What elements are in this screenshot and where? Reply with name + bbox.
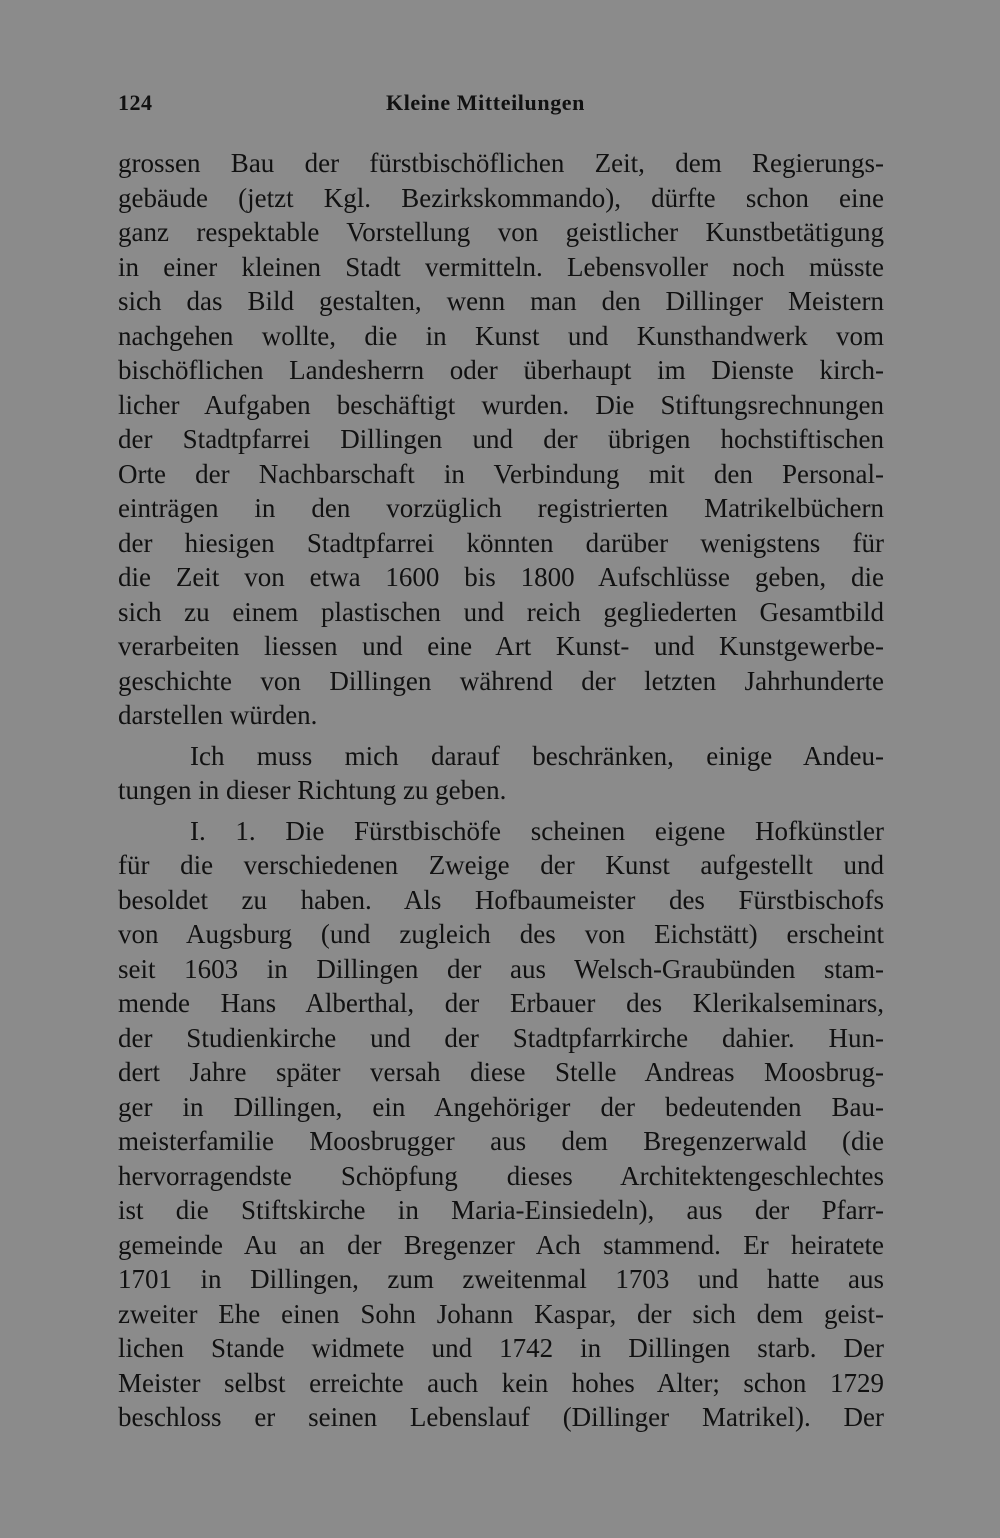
text-line: der Stadtpfarrei Dillingen und der übrigen hochstiftischen — [118, 424, 884, 454]
text-line: ger in Dillingen, ein Angehöriger der bedeutenden Bau- — [118, 1091, 884, 1122]
text-line: Meister selbst erreichte auch kein hohes Alter; schon 1729 — [118, 1367, 884, 1398]
text-line: verarbeiten liessen und eine Art Kunst- und Kunstgewerbe- — [118, 631, 884, 661]
text-line: tungen in dieser Richtung zu geben. — [118, 775, 507, 805]
text-line: in einer kleinen Stadt vermitteln. Lebensvoller noch müsste — [118, 251, 884, 282]
page-number: 124 — [118, 90, 153, 115]
text-line: grossen Bau der fürstbischöflichen Zeit, dem Regierungs- — [118, 148, 884, 178]
text-line: einträgen in den vorzüglich registrierten Matrikelbüchern — [118, 493, 884, 523]
text-line: lichen Stande widmete und 1742 in Dillingen starb. Der — [118, 1333, 884, 1363]
text-line: seit 1603 in Dillingen der aus Welsch-Graubünden stam- — [118, 953, 884, 984]
text-line: für die verschiedenen Zweige der Kunst aufgestellt und — [118, 850, 884, 880]
text-line: licher Aufgaben beschäftigt wurden. Die Stiftungsrechnungen — [118, 389, 884, 420]
text-line: ganz respektable Vorstellung von geistlicher Kunstbetätigung — [118, 217, 884, 247]
text-line: sich zu einem plastischen und reich gegliederten Gesamtbild — [118, 596, 884, 627]
text-line: gemeinde Au an der Bregenzer Ach stammend. Er heiratete — [118, 1229, 884, 1260]
paragraph — [118, 739, 884, 808]
paragraph — [118, 146, 884, 733]
text-line: der Studienkirche und der Stadtpfarrkirche dahier. Hun- — [118, 1022, 884, 1053]
text-line: gebäude (jetzt Kgl. Bezirkskommando), dürfte schon eine — [118, 182, 884, 213]
text-line: mende Hans Alberthal, der Erbauer des Klerikalseminars, — [118, 988, 884, 1018]
text-line: bischöflichen Landesherrn oder überhaupt im Dienste kirch- — [118, 355, 884, 385]
text-line: nachgehen wollte, die in Kunst und Kunsthandwerk vom — [118, 320, 884, 351]
text-line: beschloss er seinen Lebenslauf (Dillinger Matrikel). Der — [118, 1402, 884, 1432]
text-line: hervorragendste Schöpfung dieses Architektengeschlechtes — [118, 1160, 884, 1191]
text-line: dert Jahre später versah diese Stelle Andreas Moosbrug- — [118, 1057, 884, 1087]
text-line: Orte der Nachbarschaft in Verbindung mit den Personal- — [118, 458, 884, 489]
text-line: geschichte von Dillingen während der letzten Jahrhunderte — [118, 665, 884, 696]
text-line: meisterfamilie Moosbrugger aus dem Bregenzerwald (die — [118, 1126, 884, 1156]
text-line: 1701 in Dillingen, zum zweitenmal 1703 und hatte aus — [118, 1264, 884, 1294]
text-line: ist die Stiftskirche in Maria-Einsiedeln), aus der Pfarr- — [118, 1195, 884, 1225]
running-head: Kleine Mitteilungen — [386, 90, 585, 115]
text-line: sich das Bild gestalten, wenn man den Dillinger Meistern — [118, 286, 884, 316]
text-line: Ich muss mich darauf beschränken, einige Andeu- — [190, 740, 884, 771]
body-text — [118, 146, 884, 1435]
text-line: die Zeit von etwa 1600 bis 1800 Aufschlüsse geben, die — [118, 562, 884, 592]
text-line: I. 1. Die Fürstbischöfe scheinen eigene Hofkünstler — [190, 815, 884, 846]
text-line: zweiter Ehe einen Sohn Johann Kaspar, der sich dem geist- — [118, 1298, 884, 1329]
text-line: darstellen würden. — [118, 700, 318, 730]
text-line: der hiesigen Stadtpfarrei könnten darüber wenigstens für — [118, 527, 884, 558]
text-line: von Augsburg (und zugleich des von Eichstätt) erscheint — [118, 919, 884, 949]
paragraph — [118, 814, 884, 1435]
page-header — [118, 90, 884, 120]
text-line: besoldet zu haben. Als Hofbaumeister des Fürstbischofs — [118, 884, 884, 915]
